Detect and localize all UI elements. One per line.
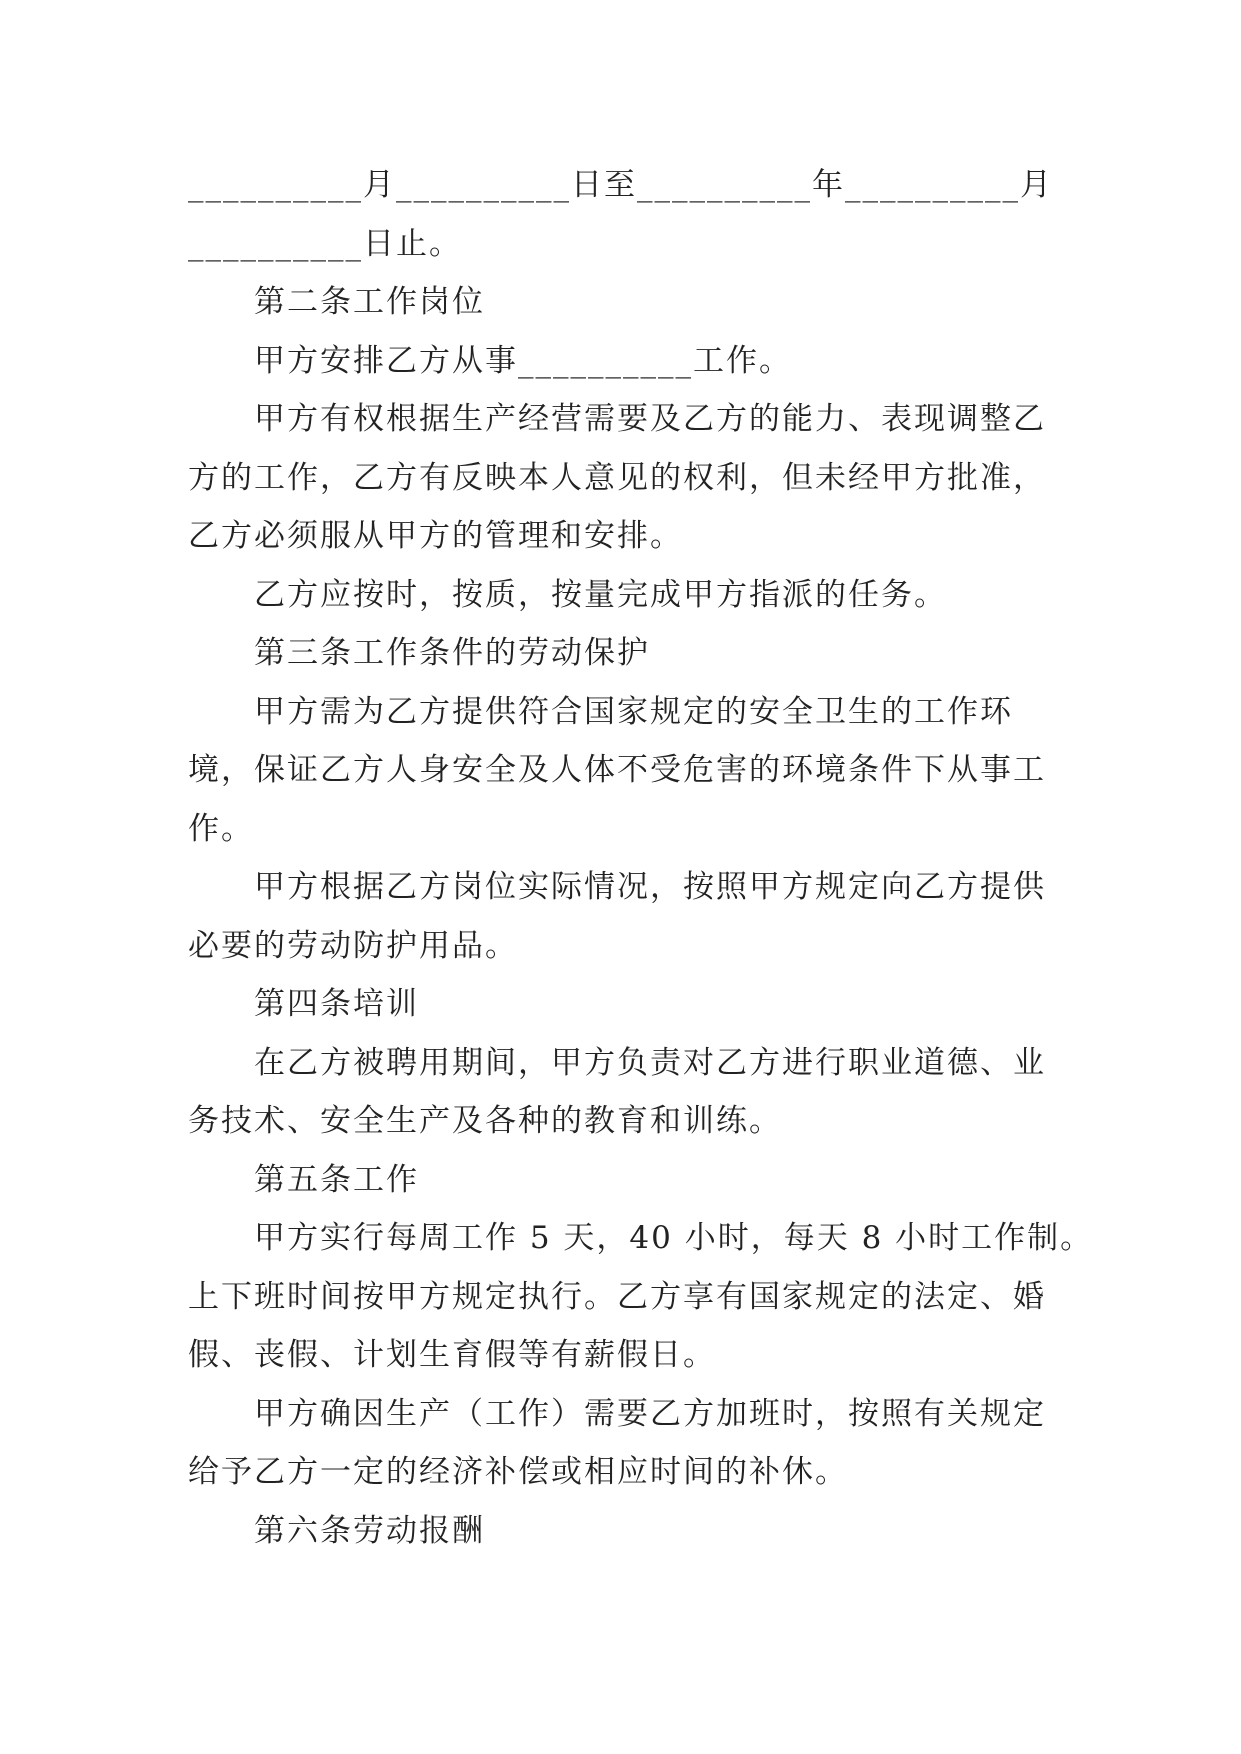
paragraph-line: 甲方安排乙方从事__________工作。 (254, 342, 792, 379)
paragraph-line: 甲方实行每周工作 5 天，40 小时，每天 8 小时工作制。 (254, 1220, 1094, 1256)
paragraph-line: 在乙方被聘用期间，甲方负责对乙方进行职业道德、业 (254, 1044, 1046, 1081)
paragraph-line: 甲方根据乙方岗位实际情况，按照甲方规定向乙方提供 (254, 869, 1046, 905)
paragraph-line: 甲方确因生产（工作）需要乙方加班时，按照有关规定 (254, 1395, 1046, 1432)
paragraph-line: 给予乙方一定的经济补偿或相应时间的补休。 (188, 1454, 848, 1490)
paragraph-line: 上下班时间按甲方规定执行。乙方享有国家规定的法定、婚 (188, 1278, 1046, 1315)
text-line: __________日止。 (188, 225, 462, 262)
paragraph-line: 甲方需为乙方提供符合国家规定的安全卫生的工作环 (254, 693, 1013, 730)
paragraph-line: 境，保证乙方人身安全及人体不受危害的环境条件下从事工 (188, 752, 1046, 788)
paragraph-line: 作。 (188, 810, 254, 847)
document-body (188, 156, 1094, 1560)
paragraph-line: 必要的劳动防护用品。 (188, 927, 518, 964)
section-heading: 第三条工作条件的劳动保护 (254, 635, 650, 671)
paragraph-line: 乙方应按时，按质，按量完成甲方指派的任务。 (254, 576, 947, 613)
paragraph-line: 甲方有权根据生产经营需要及乙方的能力、表现调整乙 (254, 401, 1046, 437)
section-heading: 第二条工作岗位 (254, 284, 485, 320)
paragraph-line: 乙方必须服从甲方的管理和安排。 (188, 518, 683, 554)
section-heading: 第四条培训 (254, 986, 419, 1022)
paragraph-line: 务技术、安全生产及各种的教育和训练。 (188, 1103, 782, 1139)
section-heading: 第六条劳动报酬 (254, 1512, 485, 1549)
text-line: __________月__________日至__________年__________月 (188, 167, 1053, 203)
paragraph-line: 方的工作，乙方有反映本人意见的权利，但未经甲方批准， (188, 459, 1046, 496)
paragraph-line: 假、丧假、计划生育假等有薪假日。 (188, 1337, 716, 1373)
section-heading: 第五条工作 (254, 1161, 419, 1198)
